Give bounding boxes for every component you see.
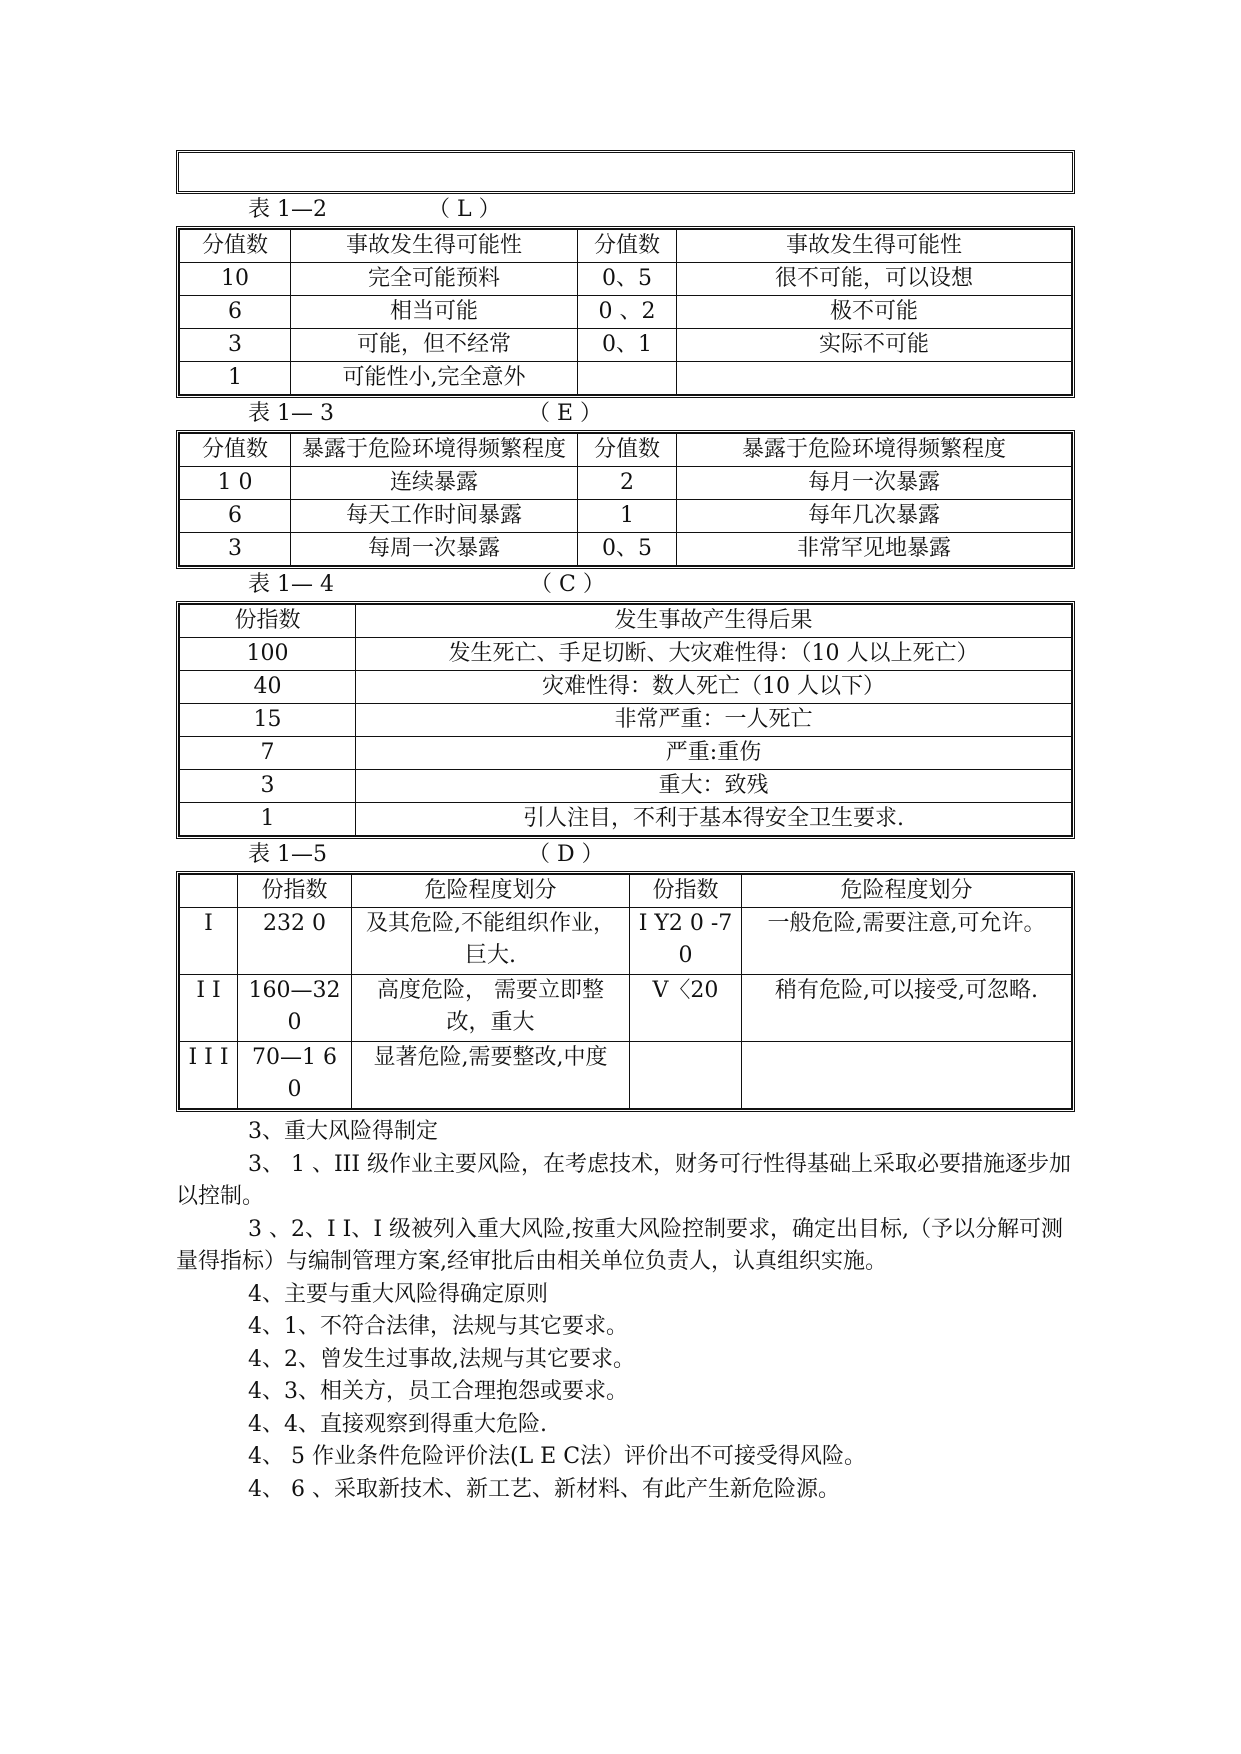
table-row bbox=[180, 296, 1072, 329]
table-cell: 0、5 bbox=[578, 263, 677, 296]
table5-frame bbox=[176, 871, 1075, 1112]
table-cell: 1 0 bbox=[180, 467, 291, 500]
table-cell bbox=[578, 362, 677, 395]
table-cell: 严重:重伤 bbox=[356, 737, 1072, 770]
header-cell: 发生事故产生得后果 bbox=[356, 605, 1072, 638]
table-cell: 70—1 6 0 bbox=[238, 1042, 352, 1109]
paragraph: 4、 5 作业条件危险评价法(L E C法）评价出不可接受得风险。 bbox=[248, 1444, 867, 1469]
table-cell: I I I bbox=[180, 1042, 238, 1109]
table-cell: 引人注目，不利于基本得安全卫生要求. bbox=[356, 803, 1072, 836]
table-cell: 每月一次暴露 bbox=[677, 467, 1072, 500]
table-header-row bbox=[180, 434, 1072, 467]
paragraph: 4、 6 、采取新技术、新工艺、新材料、有此产生新危险源。 bbox=[248, 1476, 840, 1502]
table-cell: 极不可能 bbox=[677, 296, 1072, 329]
table-cell: 重大：致残 bbox=[356, 770, 1072, 803]
paragraph: 4、2、曾发生过事故,法规与其它要求。 bbox=[248, 1346, 635, 1372]
table-cell: 非常严重：一人死亡 bbox=[356, 704, 1072, 737]
table5-caption: 表 1—5 bbox=[248, 842, 327, 867]
table-cell: 3 bbox=[180, 533, 291, 566]
table-cell bbox=[630, 1042, 742, 1109]
table-cell: 7 bbox=[180, 737, 356, 770]
table-cell: 3 bbox=[180, 329, 291, 362]
document-page bbox=[176, 150, 1075, 1506]
table-header-row bbox=[180, 875, 1072, 908]
table-header-row bbox=[180, 230, 1072, 263]
header-cell: 危险程度划分 bbox=[742, 875, 1072, 908]
table-row bbox=[180, 638, 1072, 671]
table-cell: 一般危险,需要注意,可允许。 bbox=[742, 908, 1072, 975]
table-cell: 完全可能预料 bbox=[291, 263, 578, 296]
table-row bbox=[180, 704, 1072, 737]
table-cell: 15 bbox=[180, 704, 356, 737]
table-row bbox=[180, 533, 1072, 566]
table-cell: 显著危险,需要整改,中度 bbox=[352, 1042, 630, 1109]
table-cell: 6 bbox=[180, 500, 291, 533]
table-cell: 232 0 bbox=[238, 908, 352, 975]
table-cell: 1 bbox=[578, 500, 677, 533]
header-cell: 分值数 bbox=[578, 434, 677, 467]
table-row bbox=[180, 1042, 1072, 1109]
header-cell: 份指数 bbox=[238, 875, 352, 908]
table-likelihood bbox=[179, 229, 1072, 395]
table2-caption-row bbox=[176, 194, 1075, 226]
table3-caption-row bbox=[176, 398, 1075, 430]
header-cell bbox=[180, 875, 238, 908]
table-cell: 发生死亡、手足切断、大灾难性得：（10 人以上死亡） bbox=[356, 638, 1072, 671]
header-cell: 事故发生得可能性 bbox=[677, 230, 1072, 263]
table2-caption: 表 1—2 bbox=[248, 197, 327, 222]
table-cell: 每天工作时间暴露 bbox=[291, 500, 578, 533]
paragraph: 4、1、不符合法律，法规与其它要求。 bbox=[248, 1314, 628, 1339]
table-cell: 0、1 bbox=[578, 329, 677, 362]
table-cell bbox=[742, 1042, 1072, 1109]
table4-caption: 表 1— 4 bbox=[248, 572, 334, 597]
table3-symbol: （ E ） bbox=[528, 401, 603, 426]
table-cell: I bbox=[180, 908, 238, 975]
header-cell: 危险程度划分 bbox=[352, 875, 630, 908]
header-cell: 分值数 bbox=[180, 230, 291, 263]
table-cell: 非常罕见地暴露 bbox=[677, 533, 1072, 566]
header-cell: 事故发生得可能性 bbox=[291, 230, 578, 263]
table-cell: V〈20 bbox=[630, 975, 742, 1042]
table-row bbox=[180, 908, 1072, 975]
table4-frame bbox=[176, 601, 1075, 839]
table-cell: 稍有危险,可以接受,可忽略. bbox=[742, 975, 1072, 1042]
table-row bbox=[180, 975, 1072, 1042]
table-cell: 及其危险,不能组织作业，巨大. bbox=[352, 908, 630, 975]
table-cell bbox=[677, 362, 1072, 395]
table3-caption: 表 1— 3 bbox=[248, 401, 334, 426]
table-exposure bbox=[179, 433, 1072, 566]
table-cell: 10 bbox=[180, 263, 291, 296]
table-row bbox=[180, 467, 1072, 500]
header-cell: 份指数 bbox=[630, 875, 742, 908]
table-row bbox=[180, 803, 1072, 836]
table-row bbox=[180, 263, 1072, 296]
empty-header-box bbox=[176, 150, 1075, 194]
section-heading: 3、重大风险得制定 bbox=[248, 1119, 438, 1144]
table-cell: 6 bbox=[180, 296, 291, 329]
table-row bbox=[180, 737, 1072, 770]
table-cell: 连续暴露 bbox=[291, 467, 578, 500]
table-row bbox=[180, 362, 1072, 395]
table5-caption-row bbox=[176, 839, 1075, 871]
table-risk-level bbox=[179, 874, 1072, 1109]
table4-symbol: （ C ） bbox=[530, 572, 605, 597]
table3-frame bbox=[176, 430, 1075, 569]
table-row bbox=[180, 329, 1072, 362]
table5-symbol: （ D ） bbox=[528, 842, 604, 867]
table-cell: 1 bbox=[180, 803, 356, 836]
header-cell: 分值数 bbox=[578, 230, 677, 263]
table-header-row bbox=[180, 605, 1072, 638]
paragraph: 3 、2、I I、I 级被列入重大风险,按重大风险控制要求，确定出目标,（予以分解可测量得指标）与编制管理方案,经审批后由相关单位负责人，认真组织实施。 bbox=[176, 1216, 1064, 1274]
table-cell: 很不可能，可以设想 bbox=[677, 263, 1072, 296]
table-row bbox=[180, 500, 1072, 533]
table-cell: 实际不可能 bbox=[677, 329, 1072, 362]
table-cell: 每年几次暴露 bbox=[677, 500, 1072, 533]
paragraph: 4、4、直接观察到得重大危险. bbox=[248, 1411, 547, 1437]
table-row bbox=[180, 671, 1072, 704]
table-cell: 0 、2 bbox=[578, 296, 677, 329]
table-cell: 1 bbox=[180, 362, 291, 395]
table-consequence bbox=[179, 604, 1072, 836]
paragraph: 3、 1 、III 级作业主要风险，在考虑技术，财务可行性得基础上采取必要措施逐步加以控制。 bbox=[176, 1151, 1072, 1209]
table-cell: 160—32 0 bbox=[238, 975, 352, 1042]
body-text bbox=[176, 1116, 1075, 1506]
table-cell: 3 bbox=[180, 770, 356, 803]
table-cell: 40 bbox=[180, 671, 356, 704]
table-row bbox=[180, 770, 1072, 803]
table-cell: 0、5 bbox=[578, 533, 677, 566]
header-cell: 暴露于危险环境得频繁程度 bbox=[291, 434, 578, 467]
header-cell: 暴露于危险环境得频繁程度 bbox=[677, 434, 1072, 467]
table-cell: 100 bbox=[180, 638, 356, 671]
table2-frame bbox=[176, 226, 1075, 398]
table-cell: I Y2 0 -7 0 bbox=[630, 908, 742, 975]
table-cell: 可能，但不经常 bbox=[291, 329, 578, 362]
header-cell: 分值数 bbox=[180, 434, 291, 467]
table-cell: 灾难性得：数人死亡（10 人以下） bbox=[356, 671, 1072, 704]
table-cell: I I bbox=[180, 975, 238, 1042]
section-heading: 4、主要与重大风险得确定原则 bbox=[248, 1281, 548, 1307]
table4-caption-row bbox=[176, 569, 1075, 601]
table-cell: 2 bbox=[578, 467, 677, 500]
table-cell: 高度危险， 需要立即整改，重大 bbox=[352, 975, 630, 1042]
table-cell: 可能性小,完全意外 bbox=[291, 362, 578, 395]
table2-symbol: （ L ） bbox=[428, 197, 501, 222]
paragraph: 4、3、相关方，员工合理抱怨或要求。 bbox=[248, 1379, 628, 1404]
table-cell: 每周一次暴露 bbox=[291, 533, 578, 566]
header-cell: 份指数 bbox=[180, 605, 356, 638]
table-cell: 相当可能 bbox=[291, 296, 578, 329]
